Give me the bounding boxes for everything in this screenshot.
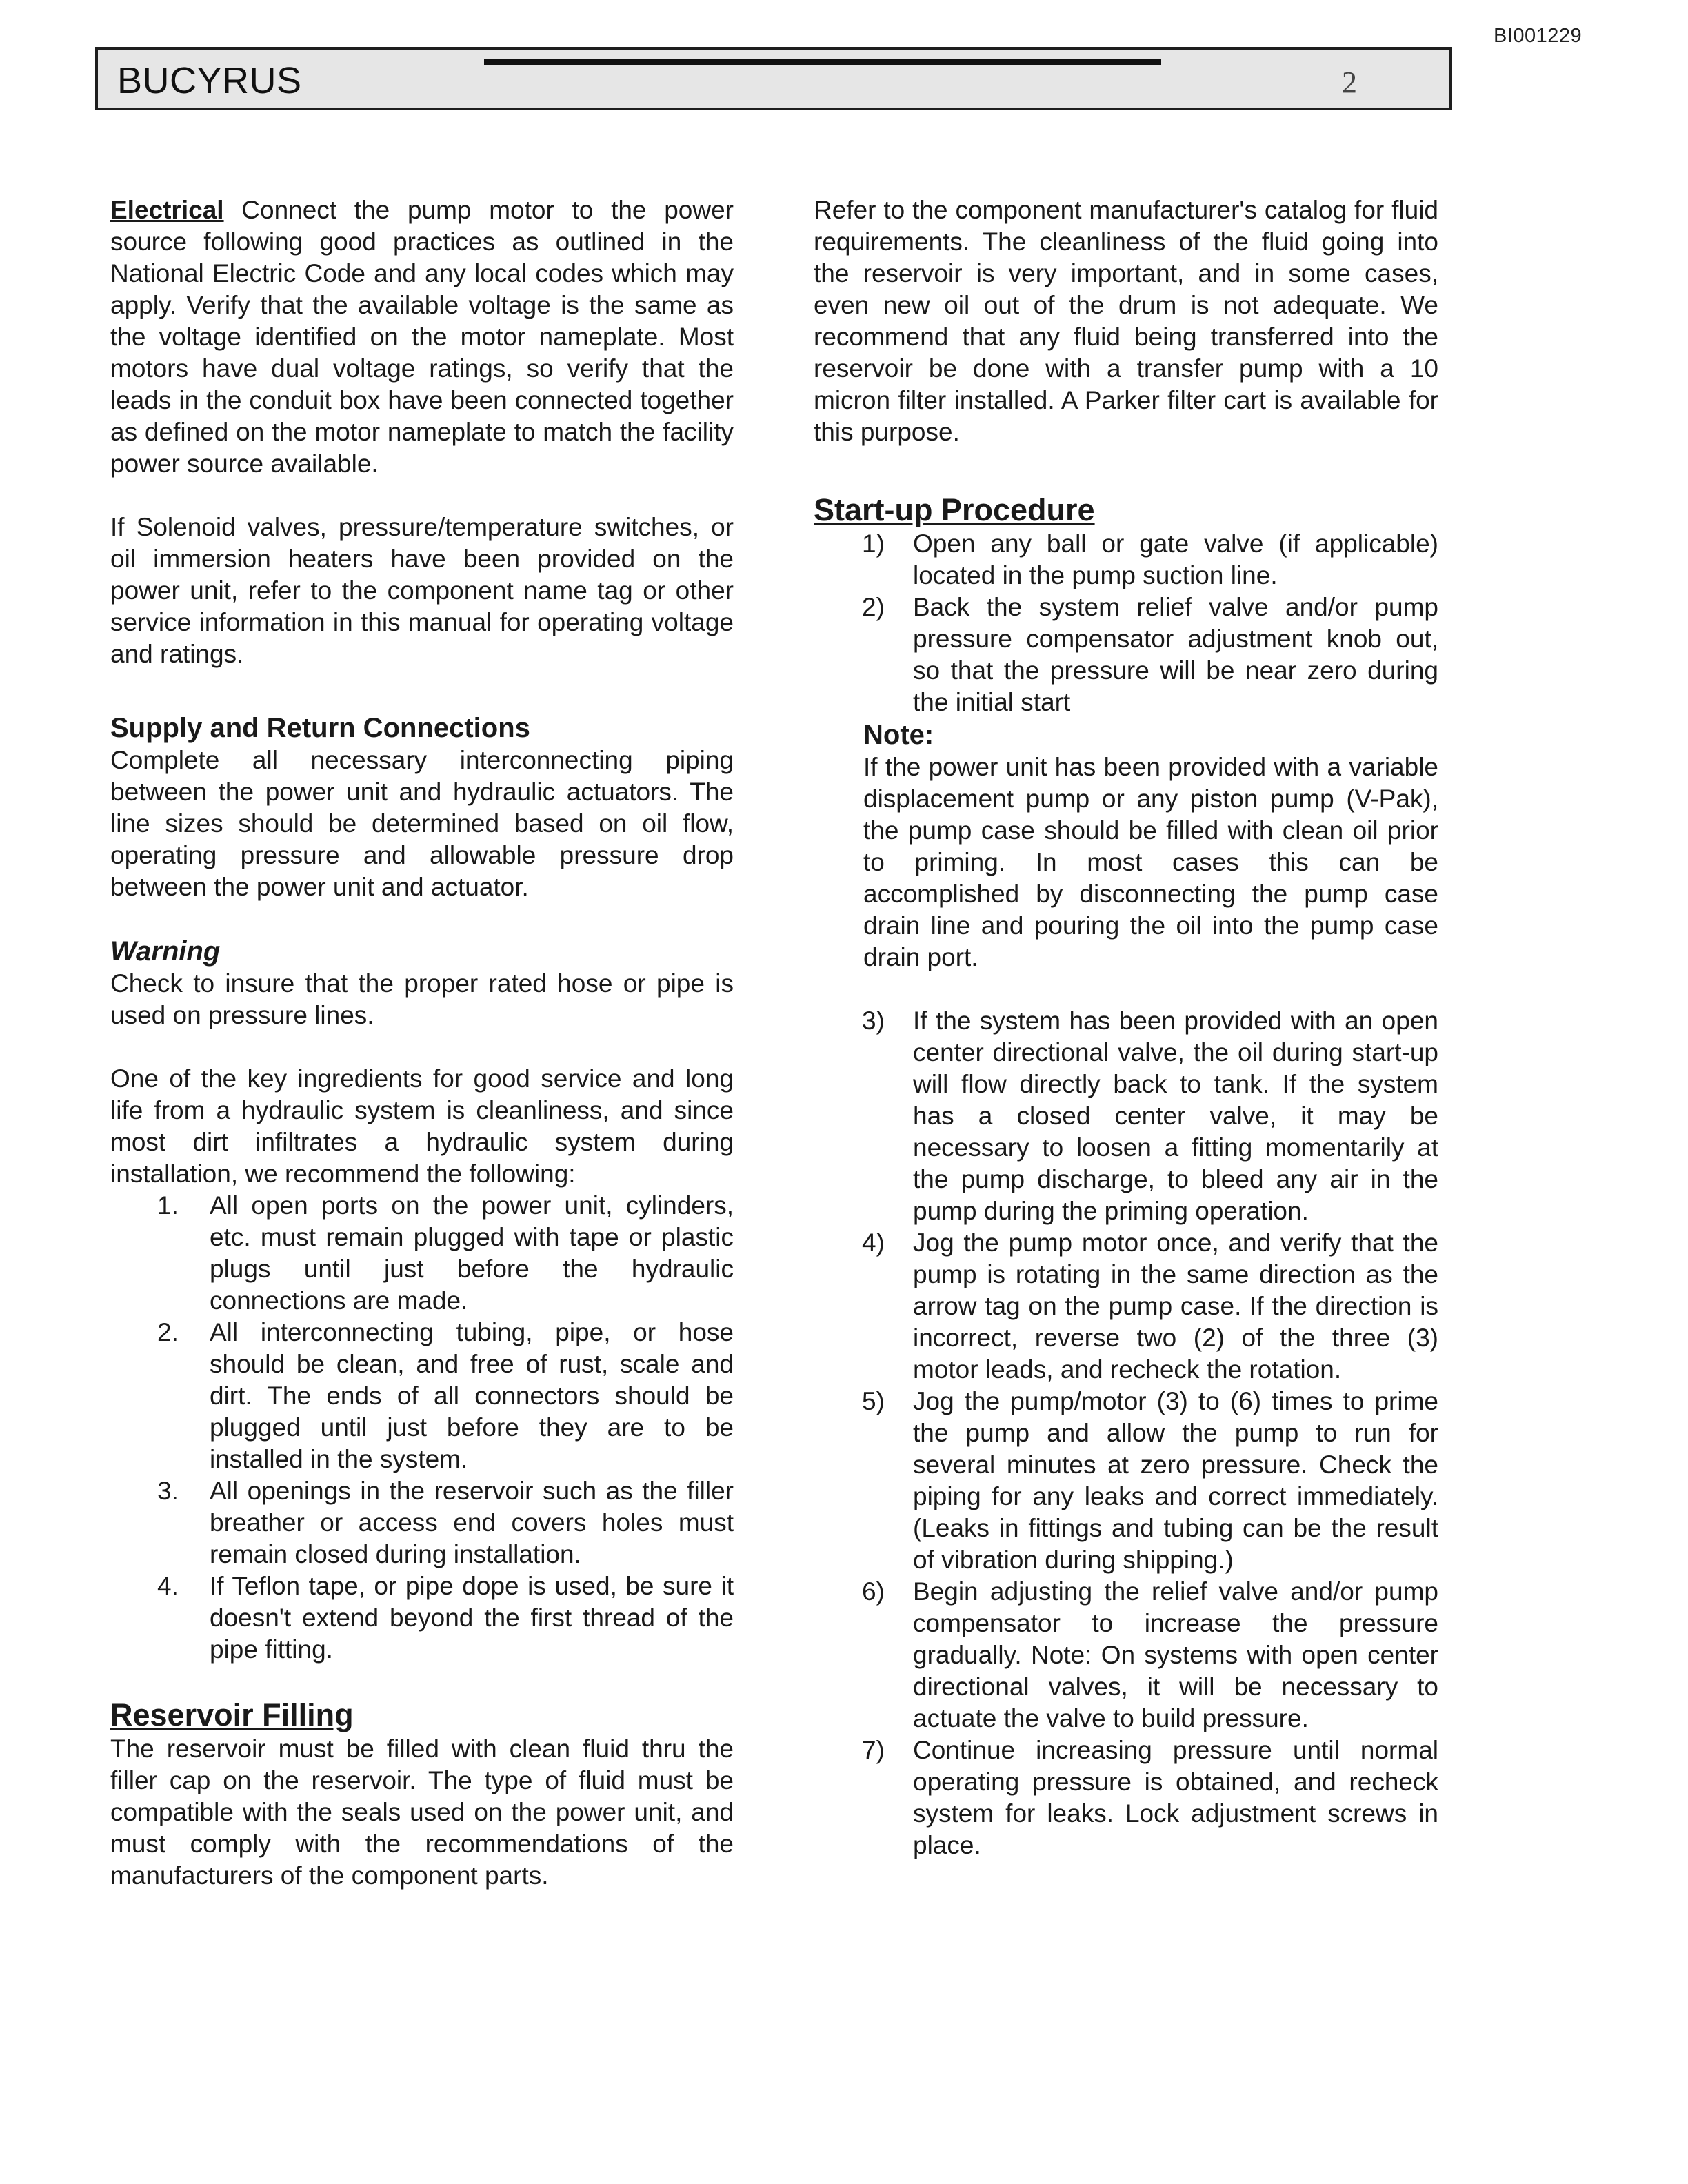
list-marker: 4. [157, 1572, 179, 1600]
note-heading: Note: [863, 720, 934, 750]
startup-steps-second [814, 1005, 1438, 1861]
list-marker: 1. [157, 1191, 179, 1220]
right-column [814, 194, 1438, 1861]
list-item [814, 592, 1438, 718]
list-item-text: Continue increasing pressure until normal operating pressure is obtained, and recheck system for leaks. Lock adjustment screws in place. [913, 1736, 1438, 1859]
catalog-paragraph: Refer to the component manufacturer's catalog for fluid requirements. The cleanliness of the fluid going into the reservoir is very important, and in some cases, even new oil out of the drum is not adequate. We recommend that any fluid being transferred into the reservoir be done with a transfer pump with a 10 micron filter installed. A Parker filter cart is available for this purpose. [814, 196, 1438, 446]
list-item [814, 1735, 1438, 1861]
list-item [814, 1005, 1438, 1227]
list-item-text: Open any ball or gate valve (if applicable) located in the pump suction line. [913, 529, 1438, 589]
list-item [814, 1386, 1438, 1576]
list-item [814, 528, 1438, 592]
list-item-text: All open ports on the power unit, cylinders, etc. must remain plugged with tape or plastic plugs until just before the hydraulic connections are made. [210, 1191, 734, 1315]
startup-steps-first [814, 528, 1438, 718]
reservoir-paragraph: The reservoir must be filled with clean fluid thru the filler cap on the reservoir. The type of fluid must be compatible with the seals used on the power unit, and must comply with the recommendations of the manufacturers of the component parts. [110, 1735, 734, 1890]
electrical-text: Connect the pump motor to the power source following good practices as outlined in the National Electric Code and any local codes which may apply. Verify that the available voltage is the same as the voltage identified on the motor nameplate. Most motors have dual voltage ratings, so verify that the leads in the conduit box have been connected together as defined on the motor nameplate to match the facility power source available. [110, 196, 734, 478]
list-item [110, 1317, 734, 1475]
key-paragraph: One of the key ingredients for good service and long life from a hydraulic system is cleanliness, and since most dirt infiltrates a hydraulic system during installation, we recommend the following: [110, 1064, 734, 1188]
list-marker: 7) [862, 1736, 885, 1764]
header-rule [484, 59, 1161, 65]
startup-heading: Start-up Procedure [814, 492, 1095, 527]
electrical-lead: Electrical [110, 196, 224, 224]
page-number: 2 [1342, 65, 1357, 99]
list-item [814, 1227, 1438, 1386]
list-item-text: Back the system relief valve and/or pump pressure compensator adjustment knob out, so that the pressure will be near zero during the initial start [913, 593, 1438, 716]
list-item [110, 1475, 734, 1570]
list-marker: 3. [157, 1477, 179, 1505]
supply-paragraph: Complete all necessary interconnecting piping between the power unit and hydraulic actuators. The line sizes should be determined based on oil flow, operating pressure and allowable pressure drop between the power unit and actuator. [110, 746, 734, 901]
left-column [110, 194, 734, 1892]
document-id: BI001229 [1494, 25, 1582, 47]
reservoir-heading: Reservoir Filling [110, 1697, 354, 1732]
list-marker: 4) [862, 1228, 885, 1257]
note-paragraph: If the power unit has been provided with a variable displacement pump or any piston pump (V-Pak), the pump case should be filled with clean oil prior to priming. In most cases this can be accomplished by disconnecting the pump case drain line and pouring the oil into the pump case drain port. [863, 753, 1438, 971]
list-marker: 1) [862, 529, 885, 558]
list-item [814, 1576, 1438, 1735]
warning-paragraph: Check to insure that the proper rated hose or pipe is used on pressure lines. [110, 969, 734, 1029]
list-marker: 2) [862, 593, 885, 621]
list-item [110, 1570, 734, 1666]
page-header [95, 47, 1452, 110]
list-marker: 2. [157, 1318, 179, 1346]
list-item-text: Begin adjusting the relief valve and/or pump compensator to increase the pressure gradually. Note: On systems with open center directional valves, it will be necessary to actuate the valve to build pressure. [913, 1577, 1438, 1732]
list-item-text: All interconnecting tubing, pipe, or hose should be clean, and free of rust, scale and dirt. The ends of all connectors should be plugged until just before they are to be installed in the system. [210, 1318, 734, 1473]
electrical-paragraph [110, 194, 734, 480]
list-marker: 5) [862, 1387, 885, 1415]
list-item-text: If the system has been provided with an open center directional valve, the oil during start-up will flow directly back to tank. If the system has a closed center valve, it may be necessary to loosen a fitting momentarily at the pump discharge, to bleed any air in the pump during the priming operation. [913, 1007, 1438, 1225]
list-marker: 6) [862, 1577, 885, 1606]
list-item-text: If Teflon tape, or pipe dope is used, be sure it doesn't extend beyond the first thread of the pipe fitting. [210, 1572, 734, 1664]
brand-name: BUCYRUS [117, 60, 302, 101]
list-item [110, 1190, 734, 1317]
recommendations-list [110, 1190, 734, 1666]
solenoid-paragraph: If Solenoid valves, pressure/temperature switches, or oil immersion heaters have been provided on the power unit, refer to the component name tag or other service information in this manual for operating voltage and ratings. [110, 513, 734, 668]
warning-heading: Warning [110, 936, 221, 967]
list-item-text: Jog the pump/motor (3) to (6) times to prime the pump and allow the pump to run for several minutes at zero pressure. Check the piping for any leaks and correct immediately. (Leaks in fittings and tubing can be the result of vibration during shipping.) [913, 1387, 1438, 1574]
list-item-text: All openings in the reservoir such as the filler breather or access end covers holes must remain closed during installation. [210, 1477, 734, 1568]
list-marker: 3) [862, 1007, 885, 1035]
supply-heading: Supply and Return Connections [110, 713, 530, 743]
list-item-text: Jog the pump motor once, and verify that the pump is rotating in the same direction as the arrow tag on the pump case. If the direction is incorrect, reverse two (2) of the three (3) motor leads, and recheck the rotation. [913, 1228, 1438, 1384]
